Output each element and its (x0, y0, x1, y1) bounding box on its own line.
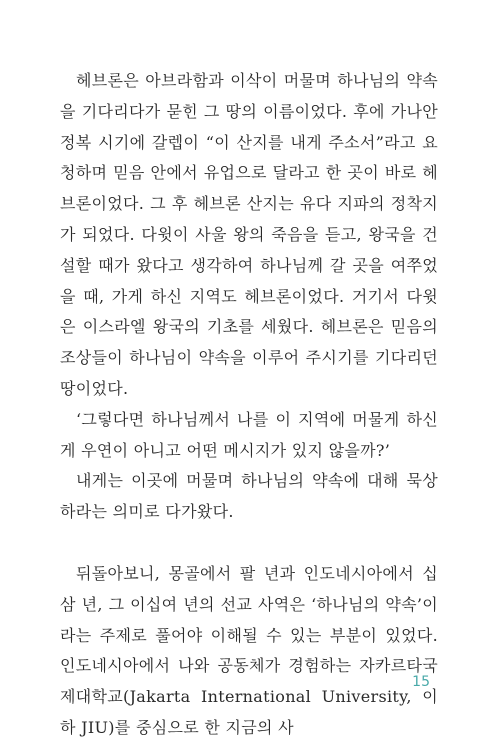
page-body (60, 66, 438, 744)
paragraph-meditation: 내게는 이곳에 머물며 하나님의 약속에 대해 묵상하라는 의미로 다가왔다. (60, 471, 438, 522)
paragraph-question: ‘그렇다면 하나님께서 나를 이 지역에 머물게 하신 게 우연이 아니고 어떤 메시지가 있지 않을까?’ (60, 409, 438, 460)
paragraph-looking-back: 뒤돌아보니, 몽골에서 팔 년과 인도네시아에서 십삼 년, 그 이십여 년의 선교 사역은 ‘하나님의 약속’이라는 주제로 풀어야 이해될 수 있는 부분이 있었다. 인도네시아에서 나와 공동체가 경험하는 자카르타국제대학교(Jakarta International University, 이하 JIU)를 중심으로 한 지금의 사 (60, 563, 438, 737)
paragraph-hebron: 헤브론은 아브라함과 이삭이 머물며 하나님의 약속을 기다리다가 묻힌 그 땅의 이름이었다. 후에 가나안 정복 시기에 갈렙이 “이 산지를 내게 주소서”라고 요청하며 믿음 안에서 유업으로 달라고 한 곳이 바로 헤브론이었다. 그 후 헤브론 산지는 유다 지파의 정착지가 되었다. 다윗이 사울 왕의 죽음을 듣고, 왕국을 건설할 때가 왔다고 생각하여 하나님께 갈 곳을 여쭈었을 때, 가게 하신 지역도 헤브론이었다. 거기서 다윗은 이스라엘 왕국의 기초를 세웠다. 헤브론은 믿음의 조상들이 하나님이 약속을 이루어 주시기를 기다리던 땅이었다. (60, 71, 438, 398)
page-number: 15 (412, 674, 430, 690)
section-gap (60, 528, 438, 559)
